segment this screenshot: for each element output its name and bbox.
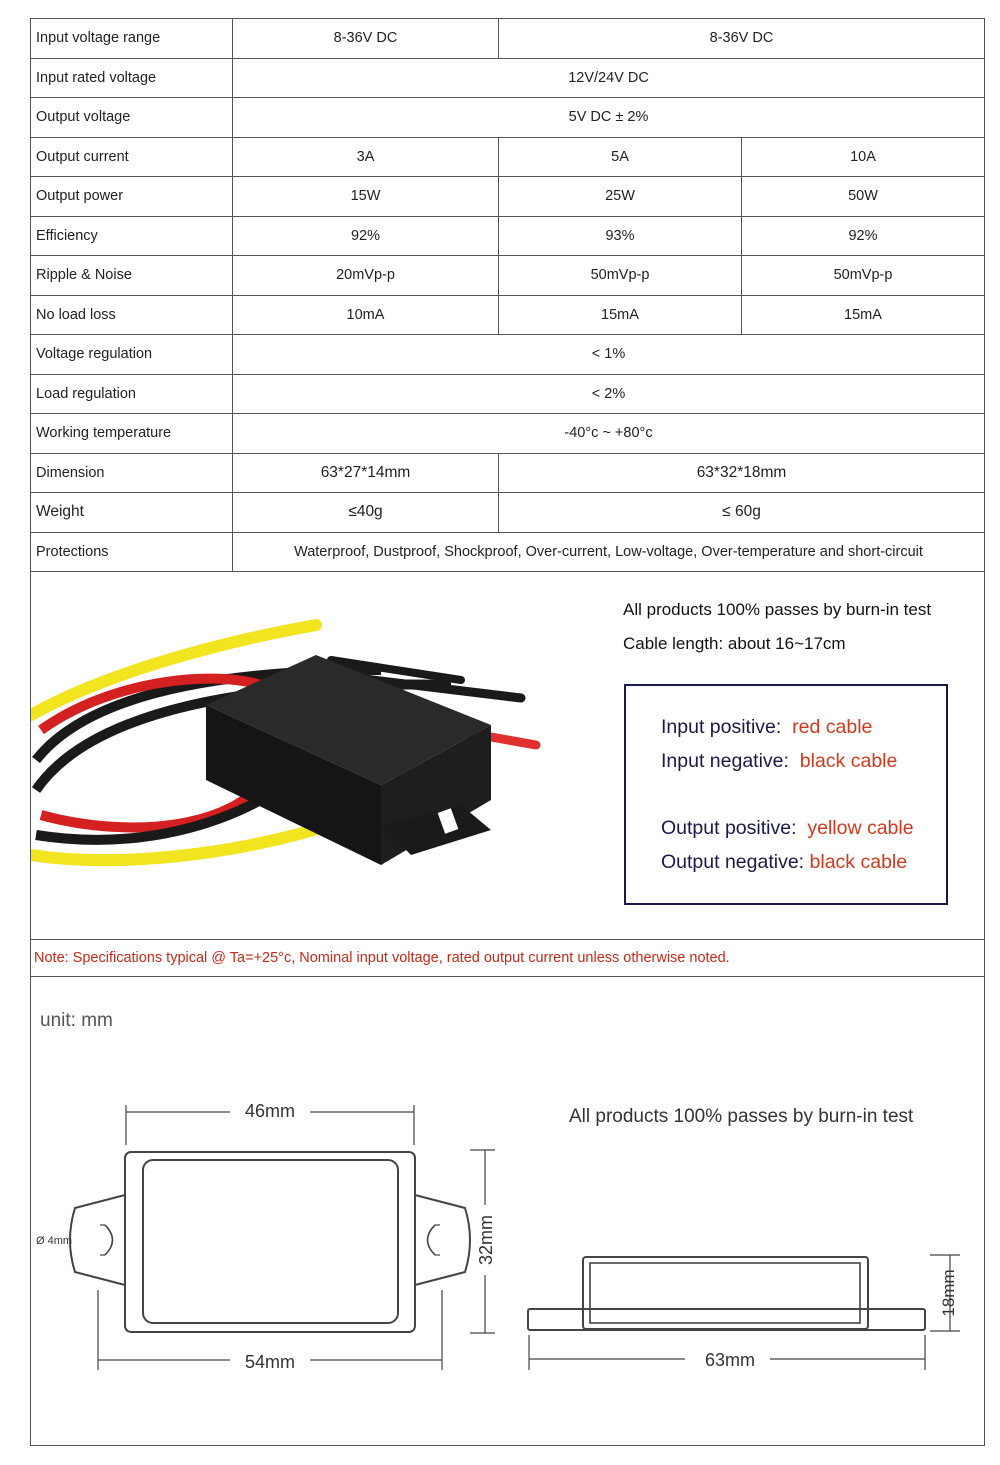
dim-32-label: 32mm: [476, 1214, 496, 1266]
cell: 63*32*18mm: [499, 453, 985, 493]
table-row: [31, 177, 985, 217]
wiring-value: red cable: [792, 716, 873, 738]
row-label: Efficiency: [31, 216, 233, 256]
cell: 3A: [233, 137, 499, 177]
wiring-value: black cable: [799, 750, 898, 772]
row-label: Protections: [31, 532, 233, 572]
table-row: [31, 98, 985, 138]
wiring-row: [661, 716, 872, 739]
table-row: [31, 216, 985, 256]
table-row: [31, 493, 985, 533]
spec-table: [30, 18, 985, 572]
cell: 15mA: [742, 295, 985, 335]
unit-label: unit: mm: [40, 1010, 113, 1031]
table-row: [31, 453, 985, 493]
cell: ≤ 60g: [499, 493, 985, 533]
wiring-value: yellow cable: [807, 817, 914, 839]
row-label: Voltage regulation: [31, 335, 233, 375]
top-view-drawing: [30, 1090, 510, 1380]
side-view-drawing: [520, 1245, 970, 1385]
cell: 93%: [499, 216, 742, 256]
wiring-label: Input negative:: [661, 750, 789, 772]
row-label: Ripple & Noise: [31, 256, 233, 296]
table-row: [31, 295, 985, 335]
table-row: [31, 532, 985, 572]
table-row: [31, 58, 985, 98]
cell: 10A: [742, 137, 985, 177]
cell: 92%: [742, 216, 985, 256]
wiring-label: Input positive:: [661, 716, 782, 738]
cell: 63*27*14mm: [233, 453, 499, 493]
cell: 50mVp-p: [499, 256, 742, 296]
row-label: Working temperature: [31, 414, 233, 454]
cell: 25W: [499, 177, 742, 217]
note-text: Note: Specifications typical @ Ta=+25°c, Nominal input voltage, rated output current unless otherwise noted.: [34, 950, 730, 966]
dim-54-label: 54mm: [244, 1352, 296, 1372]
wiring-label: Output negative:: [661, 851, 805, 873]
product-photo: [31, 600, 561, 900]
burn-in-text-2: All products 100% passes by burn-in test: [569, 1106, 914, 1127]
wiring-value: black cable: [809, 851, 908, 873]
wiring-row: [661, 817, 914, 840]
wiring-legend: [624, 684, 948, 905]
table-row: [31, 137, 985, 177]
table-row: [31, 374, 985, 414]
cell: Waterproof, Dustproof, Shockproof, Over-current, Low-voltage, Over-temperature and short-circuit: [233, 532, 985, 572]
row-label: Input rated voltage: [31, 58, 233, 98]
row-label: Output power: [31, 177, 233, 217]
cell: 5A: [499, 137, 742, 177]
dim-63-label: 63mm: [704, 1350, 756, 1370]
hole-dia-label: Ø 4mm: [36, 1235, 73, 1247]
row-label: Output current: [31, 137, 233, 177]
cable-length-text: Cable length: about 16~17cm: [623, 634, 846, 653]
row-label: Weight: [31, 493, 233, 533]
table-row: [31, 335, 985, 375]
divider: [30, 976, 985, 977]
cell: 12V/24V DC: [233, 58, 985, 98]
cell: 8-36V DC: [499, 19, 985, 59]
cell: 50W: [742, 177, 985, 217]
cell: -40°c ~ +80°c: [233, 414, 985, 454]
table-row: [31, 414, 985, 454]
divider: [30, 939, 985, 940]
row-label: Load regulation: [31, 374, 233, 414]
dim-18-label: 18mm: [939, 1269, 958, 1317]
row-label: Dimension: [31, 453, 233, 493]
cell: 8-36V DC: [233, 19, 499, 59]
wiring-row: [661, 750, 897, 773]
cell: 5V DC ± 2%: [233, 98, 985, 138]
burn-in-text: All products 100% passes by burn-in test: [623, 600, 932, 619]
cell: ≤40g: [233, 493, 499, 533]
table-row: [31, 19, 985, 59]
wiring-row: [661, 851, 907, 874]
dim-46-label: 46mm: [244, 1101, 296, 1121]
cell: 15W: [233, 177, 499, 217]
cell: 92%: [233, 216, 499, 256]
cell: 15mA: [499, 295, 742, 335]
cell: < 2%: [233, 374, 985, 414]
table-row: [31, 256, 985, 296]
cell: 20mVp-p: [233, 256, 499, 296]
row-label: No load loss: [31, 295, 233, 335]
row-label: Input voltage range: [31, 19, 233, 59]
cell: 50mVp-p: [742, 256, 985, 296]
wiring-label: Output positive:: [661, 817, 797, 839]
cell: < 1%: [233, 335, 985, 375]
cell: 10mA: [233, 295, 499, 335]
row-label: Output voltage: [31, 98, 233, 138]
